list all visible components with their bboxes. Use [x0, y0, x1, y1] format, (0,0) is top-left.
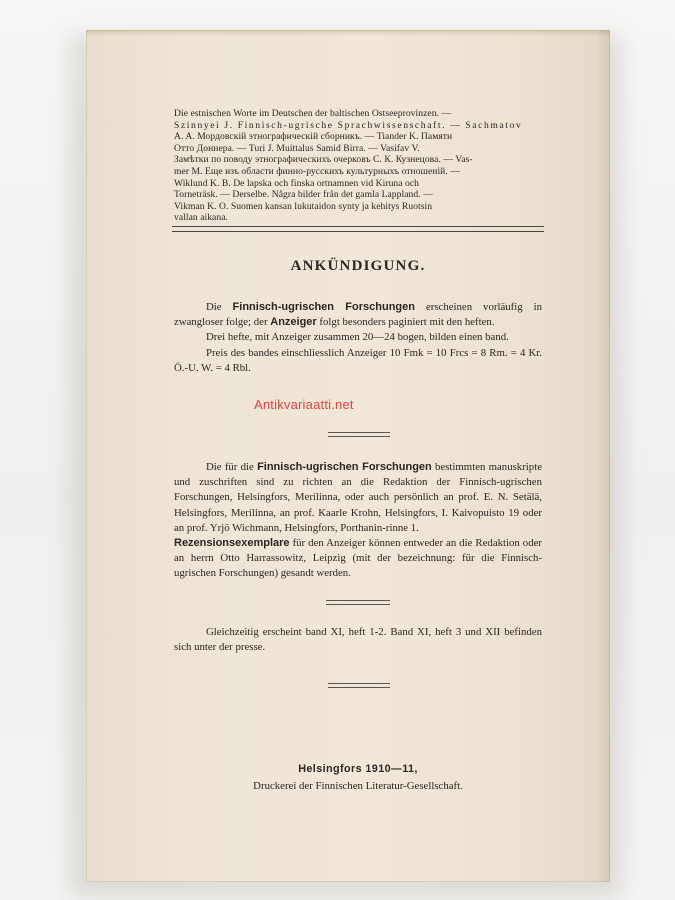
announcement-paragraph: Drei hefte, mit Anzeiger zusammen 20—24 bogen, bilden einen band.: [206, 331, 509, 344]
list-line: Замѣтки по поводу этнографическихъ очерковъ С. К. Кузнецова. — Vas-: [174, 154, 473, 166]
cover-side-shade: [596, 30, 610, 882]
review-copies-label: Rezensionsexemplare: [174, 537, 290, 550]
text-span: Die für die: [206, 461, 254, 473]
list-line: Отто Доннера. — Turi J. Muittalus Samid Birra. — Vasifav V.: [174, 142, 420, 154]
double-rule: [172, 226, 544, 232]
announcement-heading: ANKÜNDIGUNG.: [290, 258, 426, 274]
announcement-text: [174, 300, 542, 376]
list-line: A. A. Мордовскій этнографическій сборникъ. — Tiander K. Памяти: [174, 131, 453, 143]
submission-paragraph: [174, 460, 542, 536]
list-line: Vikman K. O. Suomen kansan lukutaidon synty ja kehitys Ruotsin: [174, 200, 433, 212]
announcement-paragraph: [174, 300, 542, 330]
journal-name: Finnisch-ugrischen Forschungen: [232, 301, 415, 313]
text-span: bestimmten manuskripte und zuschriften sind zu richten an die Redaktion der Finnisch-ugrischen Forschungen, Helsingfors, Merilinna, oder auch persönlich an prof. E. N. Setälä, Helsingfors, Merilinna, an prof. Kaarle Krohn, Helsingfors, I. Kaivopuisto 19 oder an prof. Yrjö Wichmann, Helsingfors, Porthanin-rinne 1.: [174, 461, 542, 534]
book-contents-list: [174, 108, 542, 224]
list-line: Wiklund K. B. De lapska och finska ortnamnen vid Kiruna och: [174, 177, 420, 189]
antiquarian-watermark: Antikvariaatti.net: [254, 397, 354, 412]
divider-rule: [326, 600, 390, 605]
text-span: Die: [206, 301, 222, 313]
list-line: mer M. Еще изъ области финно-русскихъ культурныхъ отношеній. —: [174, 165, 460, 177]
list-line: vallan aikana.: [174, 212, 228, 224]
text-span: folgt besonders paginiert mit den heften.: [319, 316, 495, 329]
submission-text: [174, 460, 542, 582]
text-span: erscheinen vorläufig in zwangloser folge; der: [174, 301, 542, 329]
imprint: [172, 761, 544, 795]
list-line: Die estnischen Worte im Deutschen der baltischen Ostseeprovinzen. —: [174, 108, 452, 119]
book-back-cover: [86, 30, 610, 882]
notice-text: [174, 625, 542, 655]
review-paragraph: [174, 536, 542, 582]
notice-paragraph: Gleichzeitig erscheint band XI, heft 1-2. Band XI, heft 3 und XII befinden sich unter der presse.: [174, 626, 542, 654]
text-span: für den Anzeiger können entweder an die Redaktion oder an herrn Otto Harrassowitz, Leipzig (mit der bezeichnung: für die Finnisch-ugrischen Forschungen) gesandt werden.: [174, 537, 542, 580]
divider-rule: [328, 683, 390, 688]
list-line: Torneträsk. — Derselbe. Några bilder från det gamla Lappland. —: [174, 189, 433, 201]
imprint-printer: Druckerei der Finnischen Literatur-Gesellschaft.: [253, 780, 463, 792]
list-line: Szinnyei J. Finnisch-ugrische Sprachwissenschaft. — Sachmatov: [174, 119, 523, 131]
divider-rule: [328, 432, 390, 437]
journal-name: Finnisch-ugrischen Forschungen: [257, 461, 432, 473]
imprint-place: Helsingfors 1910—11,: [298, 763, 418, 775]
price-paragraph: Preis des bandes einschliesslich Anzeiger 10 Fmk = 10 Frcs = 8 Rm. = 4 Kr. Ö.-U. W. = 4 Rbl.: [174, 346, 542, 374]
anzeiger-name: Anzeiger: [270, 316, 317, 329]
cover-edge-shade: [86, 30, 610, 36]
